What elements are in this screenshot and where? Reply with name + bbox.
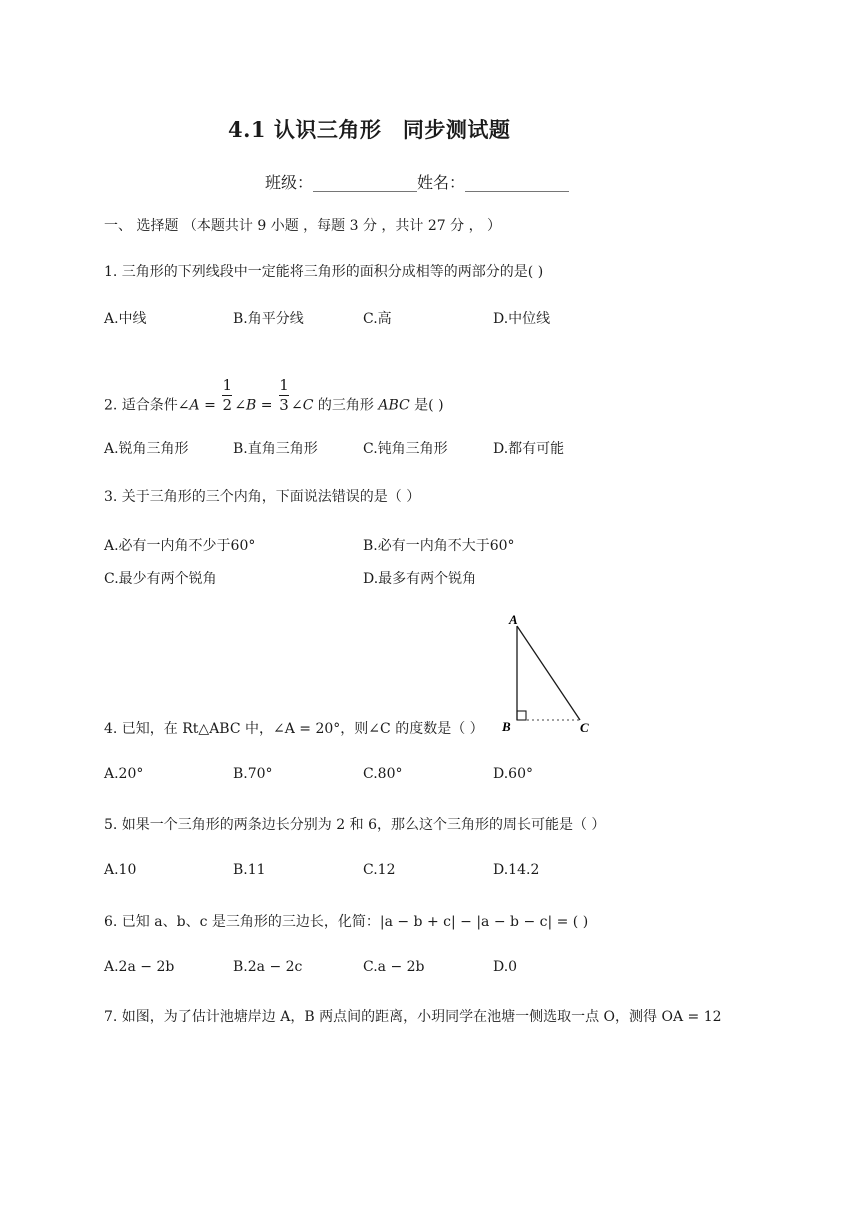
question-4-option-d: D.60°	[493, 766, 533, 782]
name-label: 姓名：	[417, 173, 466, 192]
question-6-option-b: B.2a − 2c	[233, 959, 303, 975]
class-label: 班级：	[265, 173, 314, 192]
question-3-stem: 3. 关于三角形的三个内角，下面说法错误的是（ ）	[104, 489, 421, 505]
question-3-option-b: B.必有一内角不大于60°	[363, 538, 515, 554]
question-6-stem: 6. 已知 a、b、c 是三角形的三边长，化简：|a − b + c| − |a − b − c| = ( )	[104, 914, 589, 930]
question-3-option-a: A.必有一内角不少于60°	[104, 538, 256, 554]
question-4-stem: 4. 已知，在 Rt△ABC 中，∠A = 20°，则∠C 的度数是（ ）	[104, 721, 484, 737]
question-5-option-c: C.12	[363, 862, 396, 878]
right-angle-marker	[517, 711, 526, 720]
vertex-label-b: B	[502, 719, 511, 734]
class-name-line	[265, 170, 569, 193]
question-1-option-b: B.角平分线	[233, 311, 304, 327]
question-2-option-b: B.直角三角形	[233, 441, 318, 457]
section-heading: 一、 选择题 （本题共计 9 小题 ，每题 3 分 ，共计 27 分 ， ）	[104, 218, 502, 234]
question-5-option-a: A.10	[104, 862, 137, 878]
fraction-one-half: $\frac{1}{2}$	[222, 376, 233, 414]
question-1-option-d: D.中位线	[493, 311, 551, 327]
question-5-option-d: D.14.2	[493, 862, 540, 878]
question-1-stem: 1. 三角形的下列线段中一定能将三角形的面积分成相等的两部分的是( )	[104, 264, 544, 280]
vertex-label-a: A	[509, 612, 518, 627]
triangle-side-ac	[517, 626, 580, 720]
question-5-stem: 5. 如果一个三角形的两条边长分别为 2 和 6，那么这个三角形的周长可能是（ ）	[104, 817, 606, 833]
question-2-option-c: C.钝角三角形	[363, 441, 448, 457]
question-1-option-c: C.高	[363, 311, 392, 327]
vertex-label-c: C	[580, 720, 589, 735]
question-2-option-d: D.都有可能	[493, 441, 565, 457]
question-6-option-d: D.0	[493, 959, 518, 975]
name-blank: _____________	[465, 173, 570, 192]
class-blank: _____________	[313, 173, 418, 192]
question-6-option-c: C.a − 2b	[363, 959, 425, 975]
question-2-option-a: A.锐角三角形	[104, 441, 189, 457]
question-6-option-a: A.2a − 2b	[104, 959, 175, 975]
question-2-stem: 2. 适合条件∠A = $\frac{1}{2}$ ∠B = $\frac{1}{3}$ ∠C 的三角形 ABC 是( )	[104, 376, 444, 414]
right-triangle-figure	[498, 608, 598, 738]
fraction-one-third: $\frac{1}{3}$	[279, 376, 289, 414]
question-4-option-a: A.20°	[104, 766, 144, 782]
question-1-option-a: A.中线	[104, 311, 147, 327]
question-5-option-b: B.11	[233, 862, 266, 878]
question-3-option-c: C.最少有两个锐角	[104, 571, 217, 587]
question-4-option-c: C.80°	[363, 766, 403, 782]
page-title: 4.1 认识三角形 同步测试题	[228, 117, 511, 142]
question-3-option-d: D.最多有两个锐角	[363, 571, 477, 587]
question-7-stem: 7. 如图，为了估计池塘岸边 A，B 两点间的距离，小玥同学在池塘一侧选取一点 O，测得 OA = 12	[104, 1009, 722, 1025]
question-4-option-b: B.70°	[233, 766, 273, 782]
